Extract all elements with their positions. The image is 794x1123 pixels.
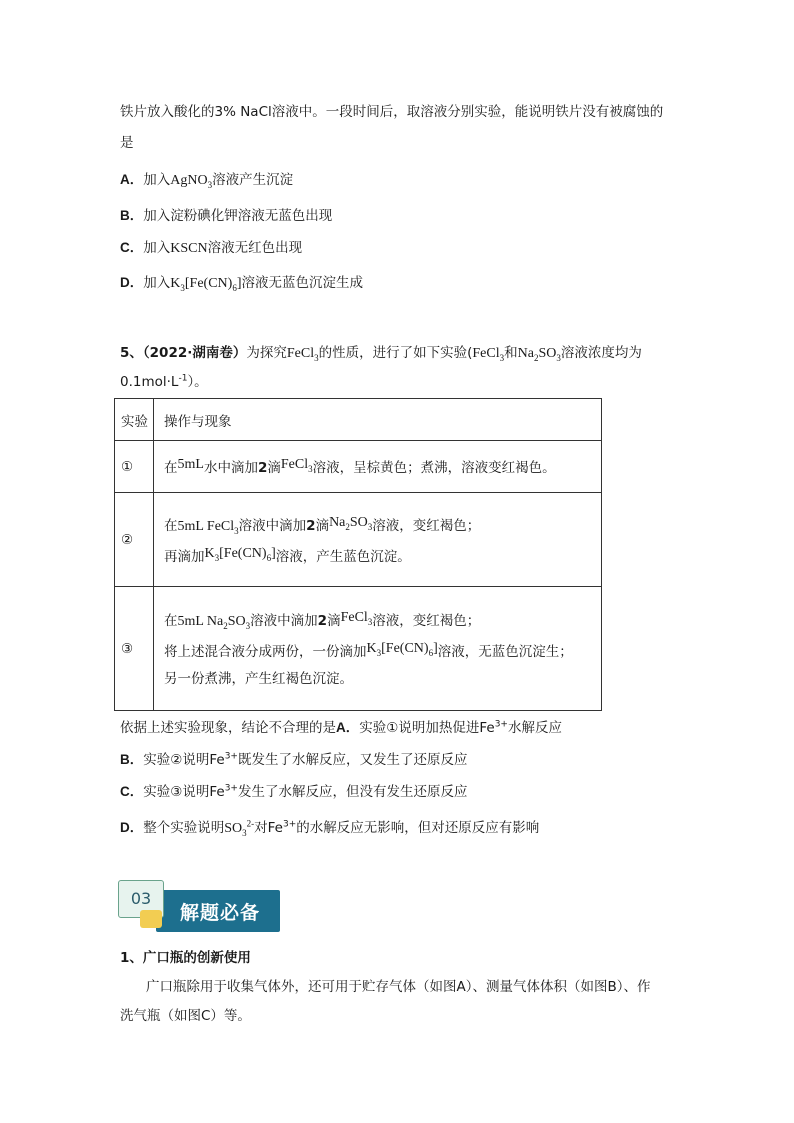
formula-fecl3: FeCl$_3$ [472, 346, 505, 363]
section-banner [118, 880, 280, 936]
formula-k3fecn6: $K_3[Fe(CN)_6]$ [170, 276, 242, 293]
option-label: B． [120, 752, 144, 767]
formula-agno3: AgNO$_3$ [170, 173, 213, 190]
header-operation: 操作与现象 [154, 399, 602, 441]
option-text: 加入 [143, 275, 171, 291]
section-title: 解题必备 [180, 902, 261, 924]
option-text: 实验②说明Fe [143, 752, 225, 768]
question-source: （2022·湖南卷） [142, 345, 247, 361]
option-label: A． [120, 172, 144, 187]
option-label: C． [120, 240, 144, 255]
q4-option-a [120, 170, 293, 191]
formula-kscn: KSCN [170, 241, 208, 256]
q4-option-d [120, 273, 363, 294]
stem-text: ）。 [187, 374, 208, 390]
stem-text: 溶液浓度均为 [560, 345, 642, 361]
table-row [115, 441, 602, 493]
option-text: 溶液无红色出现 [207, 240, 303, 256]
section-number: 03 [118, 880, 164, 918]
table-row [115, 587, 602, 711]
q4-option-c [120, 238, 302, 259]
q4-stem-line-2: 是 [120, 135, 134, 151]
question-number: 5、 [120, 345, 143, 361]
option-text: 的水解反应无影响，但对还原反应有影响 [296, 820, 540, 836]
formula-na2so3: $Na_2SO_3$ [517, 346, 561, 363]
q5-stem-line-1 [120, 343, 642, 364]
q5-option-c: C．实验③说明$Fe^{3+}$发生了水解反应，但没有发生还原反应 [120, 783, 468, 800]
option-text: 溶液产生沉淀 [212, 172, 294, 188]
section-title-bar [156, 890, 280, 932]
formula-so3-2minus: $SO_3^{2-}$ [224, 818, 255, 838]
q5-stem-line-2: $0.1mol\cdot L^{-1}$）。 [120, 373, 208, 390]
stem-text: 的性质，进行了如下实验( [318, 345, 473, 361]
row-number: ② [115, 493, 154, 587]
q5-option-d: D．整个实验说明$SO_3^{2-}$对$Fe^{3+}$的水解反应无影响，但对还原反应有影响 [120, 818, 540, 838]
section-paragraph-line-1: 广口瓶除用于收集气体外，还可用于贮存气体（如图A）、测量气体体积（如图B）、作 [146, 979, 651, 995]
conclusion-text: 依据上述实验现象，结论不合理的是 [120, 720, 336, 736]
section-heading: 1、广口瓶的创新使用 [120, 950, 251, 966]
option-text: 整个实验说明 [143, 820, 225, 836]
row-content: 在5mL $Na_2SO_3$溶液中滴加2滴FeCl$_3$溶液，变红褐色； 将上述混合液分成两份，一份滴加$K_3[Fe(CN)_6]$溶液，无蓝色沉淀生； 另一份煮沸，产生红褐色沉淀。 [154, 587, 602, 711]
row-content: 在5mL FeCl$_3$溶液中滴加2滴$Na_2SO_3$溶液，变红褐色； 再滴加$K_3[Fe(CN)_6]$溶液，产生蓝色沉淀。 [154, 493, 602, 587]
option-text: 发生了水解反应，但没有发生还原反应 [237, 784, 468, 800]
q5-option-b: B．实验②说明$Fe^{3+}$既发生了水解反应，又发生了还原反应 [120, 751, 468, 768]
header-experiment: 实验 [115, 399, 154, 441]
option-text: 加入 [143, 172, 171, 188]
row-number: ① [115, 441, 154, 493]
concentration-value: 0.1mol·L [120, 374, 179, 390]
q4-option-b [120, 206, 332, 226]
option-text: 加入淀粉碘化钾溶液无蓝色出现 [143, 208, 333, 224]
option-label: A． [336, 720, 360, 735]
option-text: 水解反应 [507, 720, 562, 736]
q5-conclusion-option-a: 依据上述实验现象，结论不合理的是A．实验①说明加热促进$Fe^{3+}$水解反应 [120, 719, 562, 736]
q4-stem-line-1: 铁片放入酸化的3% NaCl溶液中。一段时间后，取溶液分别实验，能说明铁片没有被腐蚀的 [120, 104, 664, 120]
table-header-row [115, 399, 602, 441]
section-accent-decoration [140, 910, 162, 928]
option-text: 溶液无蓝色沉淀生成 [241, 275, 363, 291]
section-paragraph-line-2: 洗气瓶（如图C）等。 [120, 1008, 251, 1024]
formula-fecl3: FeCl$_3$ [286, 346, 319, 363]
option-label: C． [120, 784, 144, 799]
option-text: 对Fe [254, 820, 283, 836]
option-text: 实验①说明加热促进Fe [359, 720, 495, 736]
option-text: 加入 [143, 240, 171, 256]
option-label: B． [120, 208, 144, 223]
option-text: 实验③说明Fe [143, 784, 225, 800]
stem-text: 和 [504, 345, 518, 361]
option-text: 既发生了水解反应，又发生了还原反应 [237, 752, 468, 768]
row-content: 在5mL水中滴加2滴FeCl$_3$溶液，呈棕黄色；煮沸，溶液变红褐色。 [154, 441, 602, 493]
option-label: D． [120, 275, 144, 290]
stem-text: 为探究 [246, 345, 287, 361]
row-number: ③ [115, 587, 154, 711]
table-row [115, 493, 602, 587]
option-label: D． [120, 820, 144, 835]
experiment-table [114, 398, 602, 711]
